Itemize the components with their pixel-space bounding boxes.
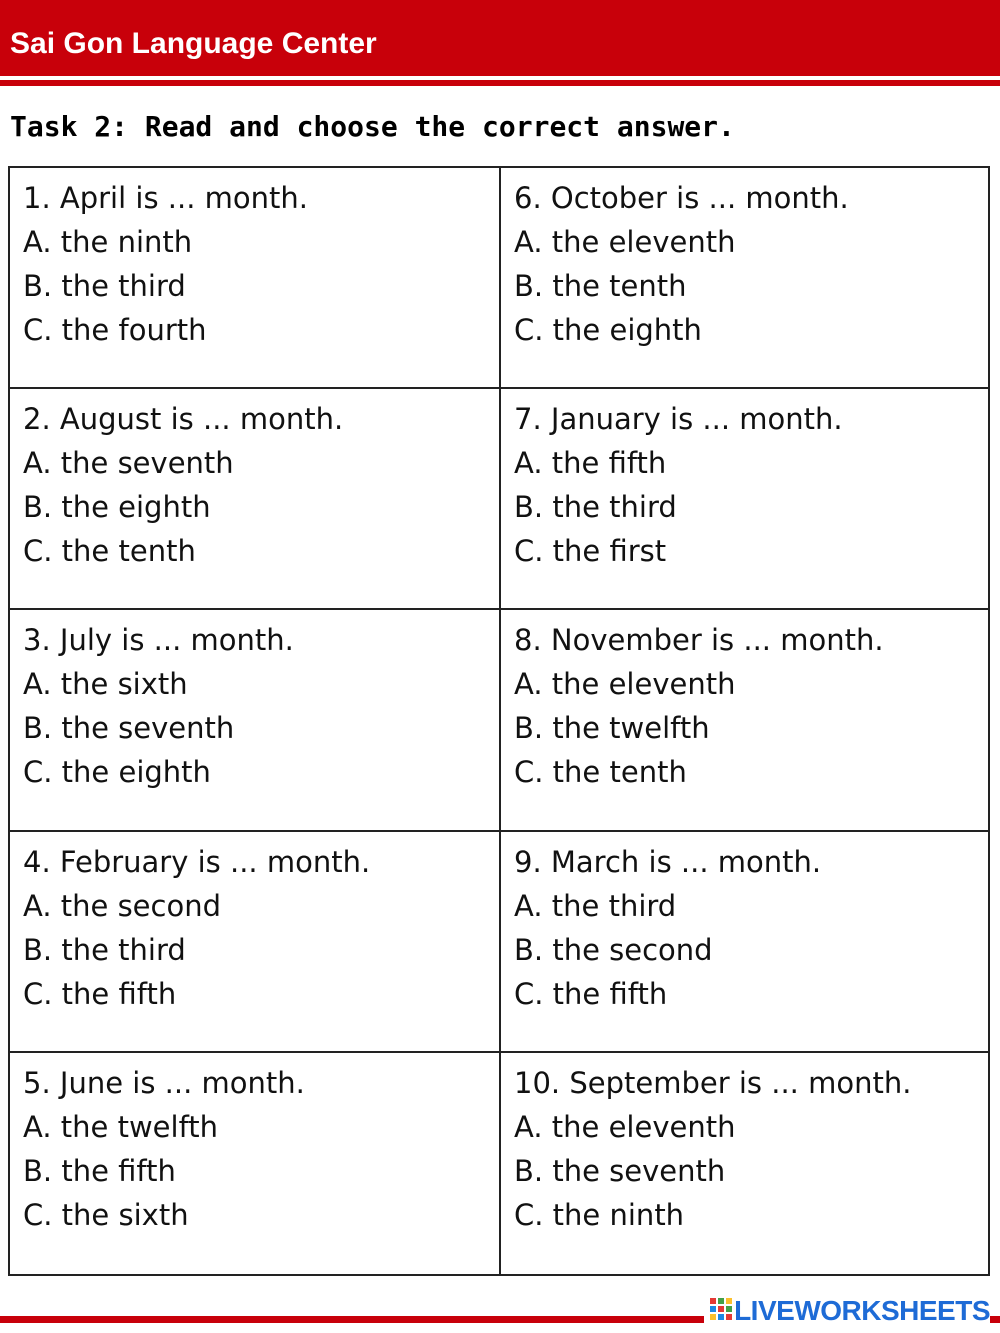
question-grid [8,166,990,1276]
header-divider [0,80,1000,86]
question-text: 5. June is ... month. [23,1065,305,1100]
question-cell-5 [10,1053,501,1274]
center-title: Sai Gon Language Center [10,27,377,60]
option-b[interactable]: B. the second [514,932,713,967]
option-c[interactable]: C. the sixth [23,1197,189,1232]
option-a[interactable]: A. the eleventh [514,225,736,259]
option-c[interactable]: C. the first [514,534,667,569]
question-cell-7 [501,389,990,610]
option-b[interactable]: B. the third [23,269,186,303]
liveworksheets-logo-icon [710,1298,732,1324]
brand-name: LIVEWORKSHEETS [734,1295,990,1326]
option-a[interactable]: A. the twelfth [23,1109,219,1144]
option-b[interactable]: B. the seventh [23,711,235,746]
option-c[interactable]: C. the tenth [514,755,687,790]
option-c[interactable]: C. the fifth [23,976,177,1011]
option-b[interactable]: B. the third [514,490,677,525]
question-cell-4 [10,832,501,1053]
option-b[interactable]: B. the seventh [514,1153,726,1188]
option-c[interactable]: C. the fifth [514,976,668,1011]
option-c[interactable]: C. the tenth [23,534,196,569]
option-b[interactable]: B. the twelfth [514,711,710,746]
question-cell-8 [501,610,990,831]
question-text: 10. September is ... month. [514,1065,912,1100]
option-a[interactable]: A. the seventh [23,446,234,481]
option-b[interactable]: B. the tenth [514,269,687,303]
question-cell-10 [501,1053,990,1274]
option-b[interactable]: B. the fifth [23,1153,176,1188]
question-cell-2 [10,389,501,610]
option-a[interactable]: A. the ninth [23,225,193,259]
header-bar [0,0,1000,76]
liveworksheets-brand[interactable] [704,1293,990,1329]
option-a[interactable]: A. the fifth [514,446,667,481]
option-b[interactable]: B. the third [23,932,186,967]
option-c[interactable]: C. the eighth [23,755,211,790]
option-a[interactable]: A. the second [23,888,222,923]
question-text: 8. November is ... month. [514,623,884,658]
question-cell-1 [10,168,501,389]
option-b[interactable]: B. the eighth [23,490,211,525]
question-text: 2. August is ... month. [23,402,344,437]
option-a[interactable]: A. the eleventh [514,667,736,702]
option-c[interactable]: C. the ninth [514,1197,685,1232]
question-text: 1. April is ... month. [23,181,308,215]
question-cell-9 [501,832,990,1053]
question-text: 7. January is ... month. [514,402,843,437]
option-c[interactable]: C. the eighth [514,313,702,347]
question-text: 3. July is ... month. [23,623,294,658]
question-text: 9. March is ... month. [514,844,822,879]
question-cell-3 [10,610,501,831]
question-cell-6 [501,168,990,389]
option-a[interactable]: A. the eleventh [514,1109,736,1144]
question-text: 6. October is ... month. [514,181,849,215]
question-text: 4. February is ... month. [23,844,371,879]
task-instruction: Task 2: Read and choose the correct answer. [10,110,735,143]
option-a[interactable]: A. the third [514,888,677,923]
option-c[interactable]: C. the fourth [23,313,207,347]
option-a[interactable]: A. the sixth [23,667,188,702]
